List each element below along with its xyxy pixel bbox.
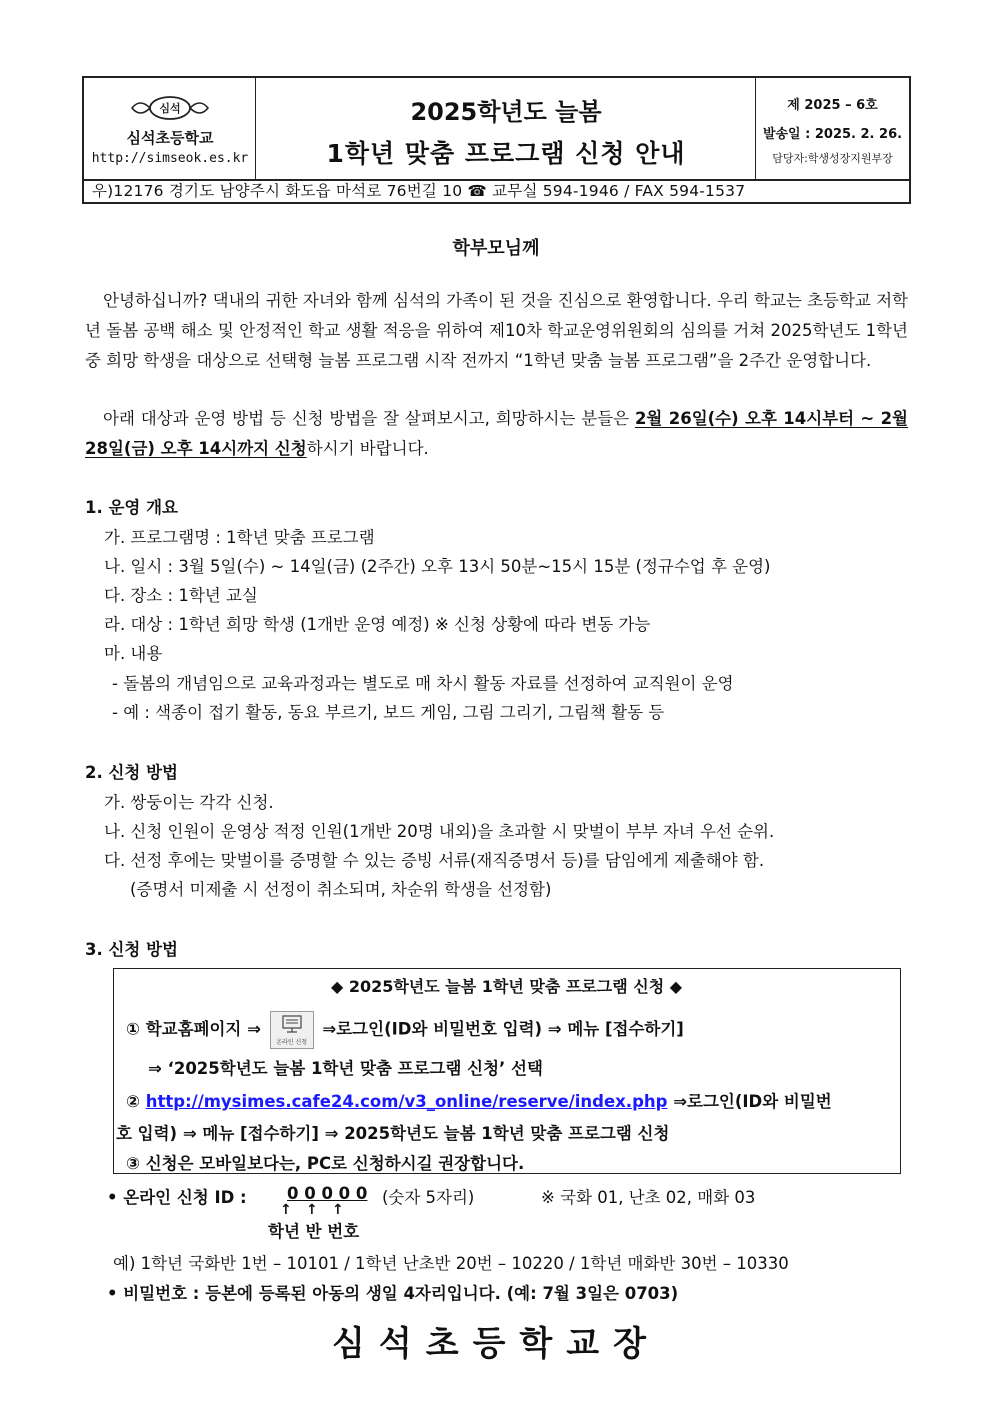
application-method-box [113, 968, 901, 1174]
doc-number: 제 2025 – 6호 [787, 98, 878, 113]
document-title-line2: 1학년 맞춤 프로그램 신청 안내 [326, 139, 686, 168]
password-note: • 비밀번호 : 등본에 등록된 아동의 생일 4자리입니다. (예: 7월 3일은 0703) [107, 1284, 679, 1303]
section1-item: 나. 일시 : 3월 5일(수) ~ 14일(금) (2주간) 오후 13시 50분~15시 15분 (정규수업 후 운영) [104, 557, 771, 576]
section1-item: 라. 대상 : 1학년 희망 학생 (1개반 운영 예정) ※ 신청 상황에 따라 변동 가능 [104, 615, 651, 634]
section1-sub-item: - 예 : 색종이 접기 활동, 동요 부르기, 보드 게임, 그림 그리기, 그림책 활동 등 [112, 703, 665, 722]
section3-title: 3. 신청 방법 [85, 940, 178, 959]
step2-number: ② [126, 1092, 140, 1111]
online-apply-icon[interactable] [270, 1011, 314, 1049]
doc-info-cell [756, 78, 909, 179]
monitor-icon [271, 1012, 313, 1038]
online-apply-caption: 온라인 신청 [276, 1039, 308, 1046]
school-url[interactable]: http://simseok.es.kr [91, 151, 249, 166]
section2-item: 나. 신청 인원이 운영상 적정 인원(1개반 20명 내외)을 초과할 시 맞벌이 부부 자녀 우선 순위. [104, 822, 775, 841]
document-header [82, 76, 911, 204]
section2-item: 가. 쌍둥이는 각각 신청. [104, 793, 274, 812]
step3-line: ③ 신청은 모바일보다는, PC로 신청하시길 권장합니다. [126, 1154, 525, 1173]
title-cell [256, 78, 756, 179]
step2-login: ⇒로그인(ID와 비밀번 [673, 1092, 832, 1111]
step1-login: ⇒로그인(ID와 비밀번호 입력) ⇒ 메뉴 [접수하기] [322, 1019, 684, 1039]
online-id-note: (숫자 5자리) [382, 1188, 475, 1207]
step1-text: ① 학교홈페이지 ⇒ [126, 1019, 261, 1039]
intro-p2-start: 아래 대상과 운영 방법 등 신청 방법을 잘 살펴보시고, 희망하시는 분들은 [103, 409, 635, 428]
school-logo-cell [84, 78, 256, 179]
class-codes: ※ 국화 01, 난초 02, 매화 03 [541, 1188, 756, 1207]
greeting: 학부모님께 [452, 238, 540, 259]
section1-item: 마. 내용 [104, 644, 163, 663]
arrow-up-icon: ↑ [280, 1202, 292, 1218]
send-date: 발송일 : 2025. 2. 26. [762, 127, 903, 142]
document-title-line1: 2025학년도 늘봄 [410, 98, 602, 126]
intro-paragraph-2 [85, 404, 908, 464]
step2-line [126, 1088, 832, 1112]
section1-item: 다. 장소 : 1학년 교실 [104, 586, 258, 605]
online-id-value: 0 0 0 0 0 [287, 1184, 368, 1203]
principal-signature: 심석초등학교장 [332, 1324, 660, 1364]
section1-sub-item: - 돌봄의 개념임으로 교육과정과는 별도로 매 차시 활동 자료를 선정하여 교직원이 운영 [112, 674, 734, 693]
method-box-title: ◆ 2025학년도 늘봄 1학년 맞춤 프로그램 신청 ◆ [330, 977, 683, 996]
id-example: 예) 1학년 국화반 1번 – 10101 / 1학년 난초반 20번 – 10220 / 1학년 매화반 30번 – 10330 [113, 1254, 789, 1273]
reserve-link[interactable]: http://mysimes.cafe24.com/v3_online/reserve/index.php [145, 1092, 668, 1111]
online-id-label: • 온라인 신청 ID : [107, 1188, 247, 1207]
section1-title: 1. 운영 개요 [85, 498, 178, 517]
step1-select: ⇒ ‘2025학년도 늘봄 1학년 맞춤 프로그램 신청’ 선택 [148, 1059, 543, 1078]
logo-text: 심석 [159, 102, 181, 115]
manager: 담당자:학생성장지원부장 [772, 152, 893, 165]
address-row: 우)12176 경기도 남양주시 화도읍 마석로 76번길 10 ☎ 교무실 594-1946 / FAX 594-1537 [92, 182, 746, 200]
section2-note: (증명서 미제출 시 선정이 취소되며, 차순위 학생을 선정함) [130, 880, 552, 899]
section2-item: 다. 선정 후에는 맞벌이를 증명할 수 있는 증빙 서류(재직증명서 등)를 담임에게 제출해야 함. [104, 851, 765, 870]
id-parts-label: 학년 반 번호 [268, 1222, 360, 1241]
arrow-up-icon: ↑ [332, 1202, 344, 1218]
application-period: 2월 26일(수) 오후 14시부터 ~ 2월 28일(금) 오후 14시까지 신청 [85, 409, 908, 458]
header-top-row [84, 78, 909, 181]
school-logo-icon [130, 92, 210, 124]
intro-p2-end: 하시기 바랍니다. [306, 439, 429, 458]
school-name: 심석초등학교 [126, 129, 214, 147]
arrow-up-icon: ↑ [306, 1202, 318, 1218]
step2-cont: 호 입력) ⇒ 메뉴 [접수하기] ⇒ 2025학년도 늘봄 1학년 맞춤 프로그램 신청 [116, 1124, 670, 1143]
section2-title: 2. 신청 방법 [85, 763, 178, 782]
step1-line [126, 1011, 684, 1049]
intro-paragraph-1: 안녕하십니까? 댁내의 귀한 자녀와 함께 심석의 가족이 된 것을 진심으로 환영합니다. 우리 학교는 초등학교 저학년 돌봄 공백 해소 및 안정적인 학교 생활 적응을 위하여 제10차 학교운영위원회의 심의를 거쳐 2025학년도 1학년 중 희망 학생을 대상으로 선택형 늘봄 프로그램 시작 전까지 “1학년 맞춤 늘봄 프로그램”을 2주간 운영합니다. [85, 291, 908, 370]
section1-item: 가. 프로그램명 : 1학년 맞춤 프로그램 [104, 528, 375, 547]
